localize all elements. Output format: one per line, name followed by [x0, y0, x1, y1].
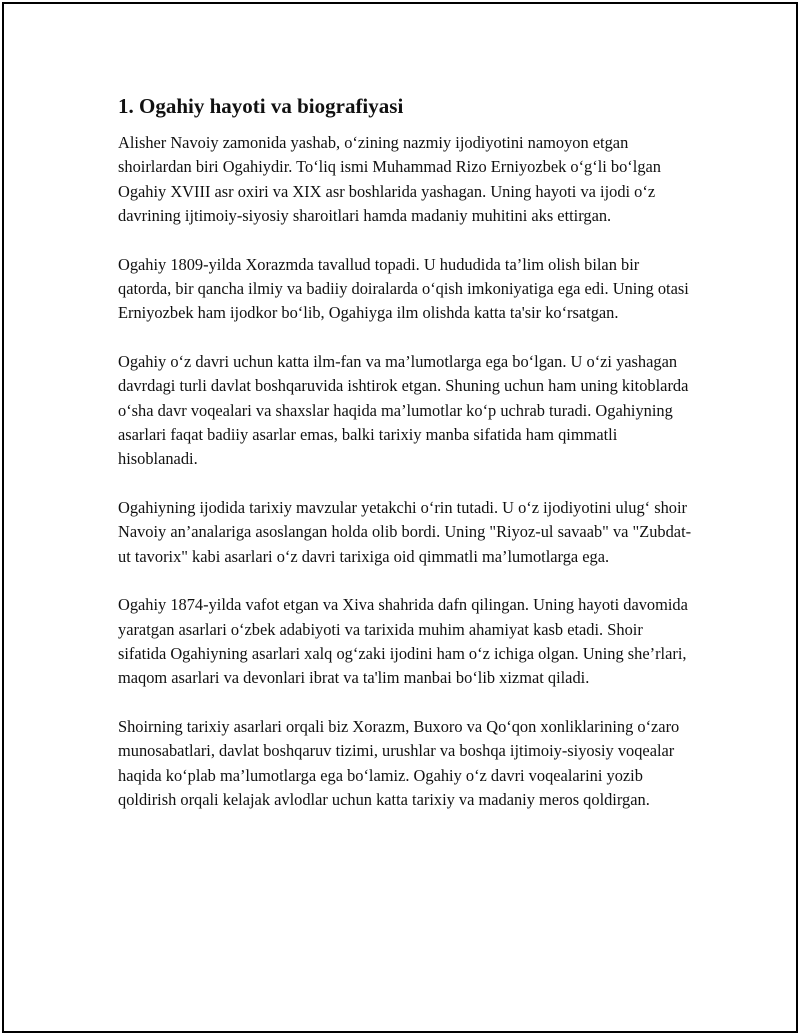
- paragraph-2: Ogahiy 1809-yilda Xorazmda tavallud topadi. U hududida ta’lim olish bilan bir qatorda, bir qancha ilmiy va badiiy doiralarda o‘qish imkoniyatiga ega edi. Uning otasi Erniyozbek ham ijodkor bo‘lib, Ogahiyga ilm olishda katta ta'sir ko‘rsatgan.: [118, 254, 689, 323]
- paragraph-5: Ogahiy 1874-yilda vafot etgan va Xiva shahrida dafn qilingan. Uning hayoti davomida yaratgan asarlari o‘zbek adabiyoti va tarixida muhim ahamiyat kasb etadi. Shoir sifatida Ogahiyning asarlari xalq og‘zaki ijodini ham o‘z ichiga olgan. Uning she’rlari, maqom asarlari va devonlari ibrat va ta'lim manbai bo‘lib xizmat qiladi.: [118, 595, 688, 688]
- paragraph-1: Alisher Navoiy zamonida yashab, o‘zining nazmiy ijodiyotini namoyon etgan shoirlardan biri Ogahiydir. To‘liq ismi Muhammad Rizo Erniyozbek o‘g‘li bo‘lgan Ogahiy XVIII asr oxiri va XIX asr boshlarida yashagan. Uning hayoti va ijodi o‘z davrining ijtimoiy-siyosiy sharoitlari hamda madaniy muhitini aks ettirgan.: [118, 133, 661, 225]
- paragraph-4: Ogahiyning ijodida tarixiy mavzular yetakchi o‘rin tutadi. U o‘z ijodiyotini ulug‘ shoir Navoiy an’analariga asoslangan holda olib bordi. Uning "Riyoz-ul savaab" va "Zubdat-ut tavorix" kabi asarlari o‘z davri tarixiga oid qimmatli ma’lumotlarga ega.: [118, 498, 692, 566]
- paragraph-6: Shoirning tarixiy asarlari orqali biz Xorazm, Buxoro va Qo‘qon xonliklarining o‘zaro munosabatlari, davlat boshqaruv tizimi, urushlar va boshqa ijtimoiy-siyosiy voqealar haqida ko‘plab ma’lumotlarga ega bo‘lamiz. Ogahiy o‘z davri voqealarini yozib qoldirish orqali kelajak avlodlar uchun katta tarixiy va madaniy meros qoldirgan.: [118, 717, 680, 810]
- paragraph-3: Ogahiy o‘z davri uchun katta ilm-fan va ma’lumotlarga ega bo‘lgan. U o‘zi yashagan davrdagi turli davlat boshqaruvida ishtirok etgan. Shuning uchun ham uning kitoblarda o‘sha davr voqealari va shaxslar haqida ma’lumotlar ko‘p uchrab turadi. Ogahiyning asarlari faqat badiiy asarlar emas, balki tarixiy manba sifatida ham qimmatli hisoblanadi.: [118, 352, 689, 469]
- section-heading: 1. Ogahiy hayoti va biografiyasi: [118, 94, 404, 118]
- document-body: [118, 92, 693, 837]
